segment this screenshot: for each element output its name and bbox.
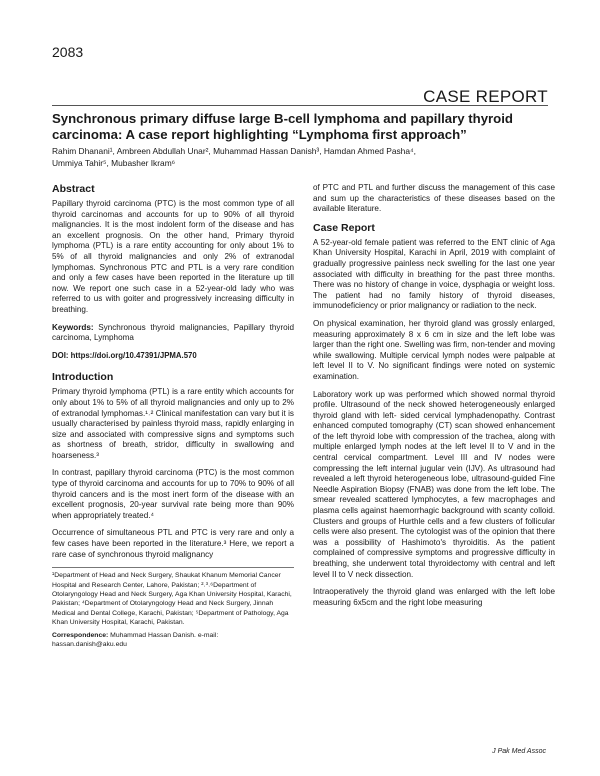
correspondence-text: Muhammad Hassan Danish. e-mail: hassan.danish@aku.edu bbox=[52, 631, 219, 649]
introduction-paragraph-3-continued: of PTC and PTL and further discuss the management of this case and sum up the characteristics of these diseases based on the available literature. bbox=[313, 183, 555, 214]
introduction-paragraph-3: Occurrence of simultaneous PTL and PTC is very rare and only a few cases have been reported in the literature.³ Here, we report a rare case of synchronous thyroid malignancy bbox=[52, 528, 294, 559]
abstract-text: Papillary thyroid carcinoma (PTC) is the most common type of all thyroid carcinomas and accounts for up to 90% of all thyroid malignancies. It is the most indolent form of the disease and has an excellent prognosis. On the other hand, Primary thyroid lymphoma (PTL) is a rare entity accounting for only about 1% to 5% of all thyroid malignancies and only 2% of extranodal lymphomas. Synchronous PTC and PTL is a very rare condition and only a few cases have been reported in the literature up till now. We report one such case in a 52-year-old lady who was referred to us with goiter and progressively increasing difficulty in breathing. bbox=[52, 199, 294, 314]
right-column bbox=[313, 183, 555, 615]
keywords bbox=[52, 323, 294, 344]
correspondence bbox=[52, 631, 294, 650]
keywords-label: Keywords: bbox=[52, 322, 94, 332]
case-report-heading: Case Report bbox=[313, 221, 375, 234]
abstract-heading: Abstract bbox=[52, 183, 95, 195]
left-column bbox=[52, 183, 294, 652]
section-label: CASE REPORT bbox=[423, 87, 548, 106]
introduction-heading: Introduction bbox=[52, 371, 114, 384]
footnotes bbox=[52, 567, 294, 649]
journal-name: J Pak Med Assoc bbox=[492, 748, 546, 755]
authors-line-1: Rahim Dhanani¹, Ambreen Abdullah Unar², Muhammad Hassan Danish³, Hamdan Ahmed Pasha⁴, bbox=[52, 146, 416, 156]
page-number: 2083 bbox=[52, 44, 84, 60]
keywords-text: Synchronous thyroid malignancies, Papillary thyroid carcinoma, Lymphoma bbox=[52, 322, 294, 343]
case-report-paragraph-3: Laboratory work up was performed which showed normal thyroid profile. Ultrasound of the neck showed heterogeneously enlarged thyroid gland with left- sided cervical lymphadenopathy. Contrast enhanced computed tomography (CT) scan showed enhancement of the left thyroid lobe with compression of the trachea, along with multiple enlarged lymph nodes at the left level II to V and in the central cervical compartment. Level III and IV nodes were compressing the left internal jugular vein (IJV). As ultrasound had revealed a left thyroid heterogeneous lobe, ultrasound-guided Fine Needle Aspiration Biopsy (FNAB) was done from the left lobe. The smear revealed scattered lymphocytes, a few macrophages and plasma cells against haemorrhagic background with scanty colloid. Clusters and groups of Hurthle cells and a few clusters of follicular cells were also present. The cytologist was of the opinion that there was a possibility of Hashimoto's thyroiditis. As the patient complained of compressive symptoms and progressive difficulty in breathing, she underwent total thyroidectomy with central and left level II to V neck dissection. bbox=[313, 389, 555, 579]
introduction-paragraph-1: Primary thyroid lymphoma (PTL) is a rare entity which accounts for only about 1% to 5% of all thyroid malignancies and only up to 2% of extranodal lymphomas.¹˒² Clinical manifestation can vary but it is usually characterised by painless thyroid mass, rapidly enlarging in size and associated with compressive signs and symptoms such as shortness of breath, stridor, difficulty in swallowing and hoarseness.³ bbox=[52, 387, 294, 460]
case-report-paragraph-4: Intraoperatively the thyroid gland was enlarged with the left lobe measuring 6x5cm and the right lobe measuring bbox=[313, 587, 555, 607]
correspondence-label: Correspondence: bbox=[52, 631, 109, 639]
introduction-paragraph-2: In contrast, papillary thyroid carcinoma (PTC) is the most common type of thyroid carcinoma and accounts for up to 70% to 90% of all thyroid cancers and is the most inert form of the disease with an excellent prognosis, 20-year survival rate being more than 90% when appropriately treated.⁴ bbox=[52, 468, 294, 520]
affiliations: ¹Department of Head and Neck Surgery, Shaukat Khanum Memorial Cancer Hospital and Research Center, Lahore, Pakistan; ²˒³˒⁶Department of Otolaryngology Head and Neck Surgery, Aga Khan University Hospital, Karachi, Pakistan; ⁴Department of Otolaryngology Head and Neck Surgery, Jinnah Medical and Dental College, Karachi, Pakistan; ⁵Department of Pathology, Aga Khan University Hospital, Karachi, Pakistan. bbox=[52, 572, 292, 627]
case-report-paragraph-2: On physical examination, her thyroid gland was grossly enlarged, measuring approximately 8 x 6 cm in size and the left lobe was larger than the right one. Swelling was firm, non-tender and moving while swallowing. Multiple cervical lymph nodes were palpable at left level II to V. No significant findings were noted on systemic examination. bbox=[313, 318, 555, 381]
article-title: Synchronous primary diffuse large B-cell lymphoma and papillary thyroid carcinoma: A case report highlighting “Lymphoma first approach” bbox=[52, 111, 513, 142]
header-rule bbox=[52, 105, 548, 106]
doi-link[interactable]: DOI: https://doi.org/10.47391/JPMA.570 bbox=[52, 350, 197, 360]
case-report-paragraph-1: A 52-year-old female patient was referred to the ENT clinic of Aga Khan University Hospital, Karachi in April, 2019 with complaint of gradually progressive painless neck swelling for the last one year associated with difficulty in breathing for the past three months. There was no history of change in voice, dysphagia or weight loss. The patient had no family history of thyroid diseases, immunodeficiency or prior malignancy or radiation to the neck. bbox=[313, 237, 555, 311]
authors bbox=[52, 146, 452, 169]
authors-line-2: Ummiya Tahir⁵, Mubasher Ikram⁶ bbox=[52, 157, 176, 168]
